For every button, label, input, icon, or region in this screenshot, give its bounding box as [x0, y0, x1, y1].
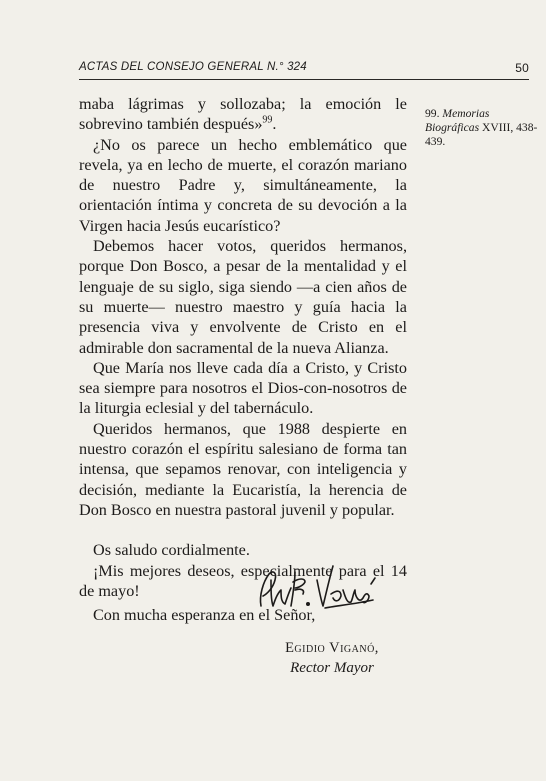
paragraph-text: maba lágrimas y sollozaba; la emoción le sobrevino también después»: [79, 95, 407, 134]
paragraph-continuation: [79, 94, 407, 135]
signature-block: [242, 640, 422, 677]
paragraph-end: .: [272, 115, 277, 134]
margin-note: [425, 107, 540, 149]
wishes: ¡Mis mejores deseos, especialmente para el 14 de mayo!: [79, 561, 407, 600]
signer-name: Egidio Viganó,: [285, 640, 379, 656]
closing-line: Con mucha esperanza en el Señor,: [93, 606, 316, 625]
running-title: ACTAS DEL CONSEJO GENERAL N.° 324: [79, 61, 307, 73]
paragraph: ¿No os parece un hecho emblemático que revela, ya en lecho de muerte, el corazón mariano de nuestro Padre y, simultáneamente, la orientación íntima y concreta de su devoción a la Virgen hacia Jesús eucarístico?: [79, 135, 407, 235]
page-number: 50: [515, 61, 529, 75]
footnote-marker: 99: [262, 114, 273, 126]
note-title: Memorias Biográficas: [425, 107, 490, 134]
handwritten-signature: [255, 560, 385, 620]
signer-title: Rector Mayor: [290, 660, 374, 676]
body-text: [79, 94, 407, 625]
paragraph: Queridos hermanos, que 1988 despierte en nuestro corazón el espíritu salesiano de forma tan intensa, que sepamos renovar, con inteligencia y decisión, mediante la Eucaristía, la herencia de Don Bosco en nuestra pastoral juvenil y popular.: [79, 419, 407, 519]
greeting: Os saludo cordialmente.: [93, 541, 250, 560]
running-header: [79, 61, 529, 77]
note-ref: XVIII, 438-439.: [425, 121, 538, 148]
note-number: 99.: [425, 107, 440, 120]
paragraph: Que María nos lleve cada día a Cristo, y Cristo sea siempre para nosotros el Dios-con-nosotros de la liturgia eclesial y del tabernáculo.: [79, 358, 407, 418]
paragraph: Debemos hacer votos, queridos hermanos, porque Don Bosco, a pesar de la mentalidad y el lenguaje de su siglo, siga siendo —a cien años de su muerte— nuestro maestro y guía hacia la presencia viva y envolvente de Cristo en el admirable don sacramental de la nueva Alianza.: [79, 237, 407, 357]
header-rule: [79, 79, 529, 80]
